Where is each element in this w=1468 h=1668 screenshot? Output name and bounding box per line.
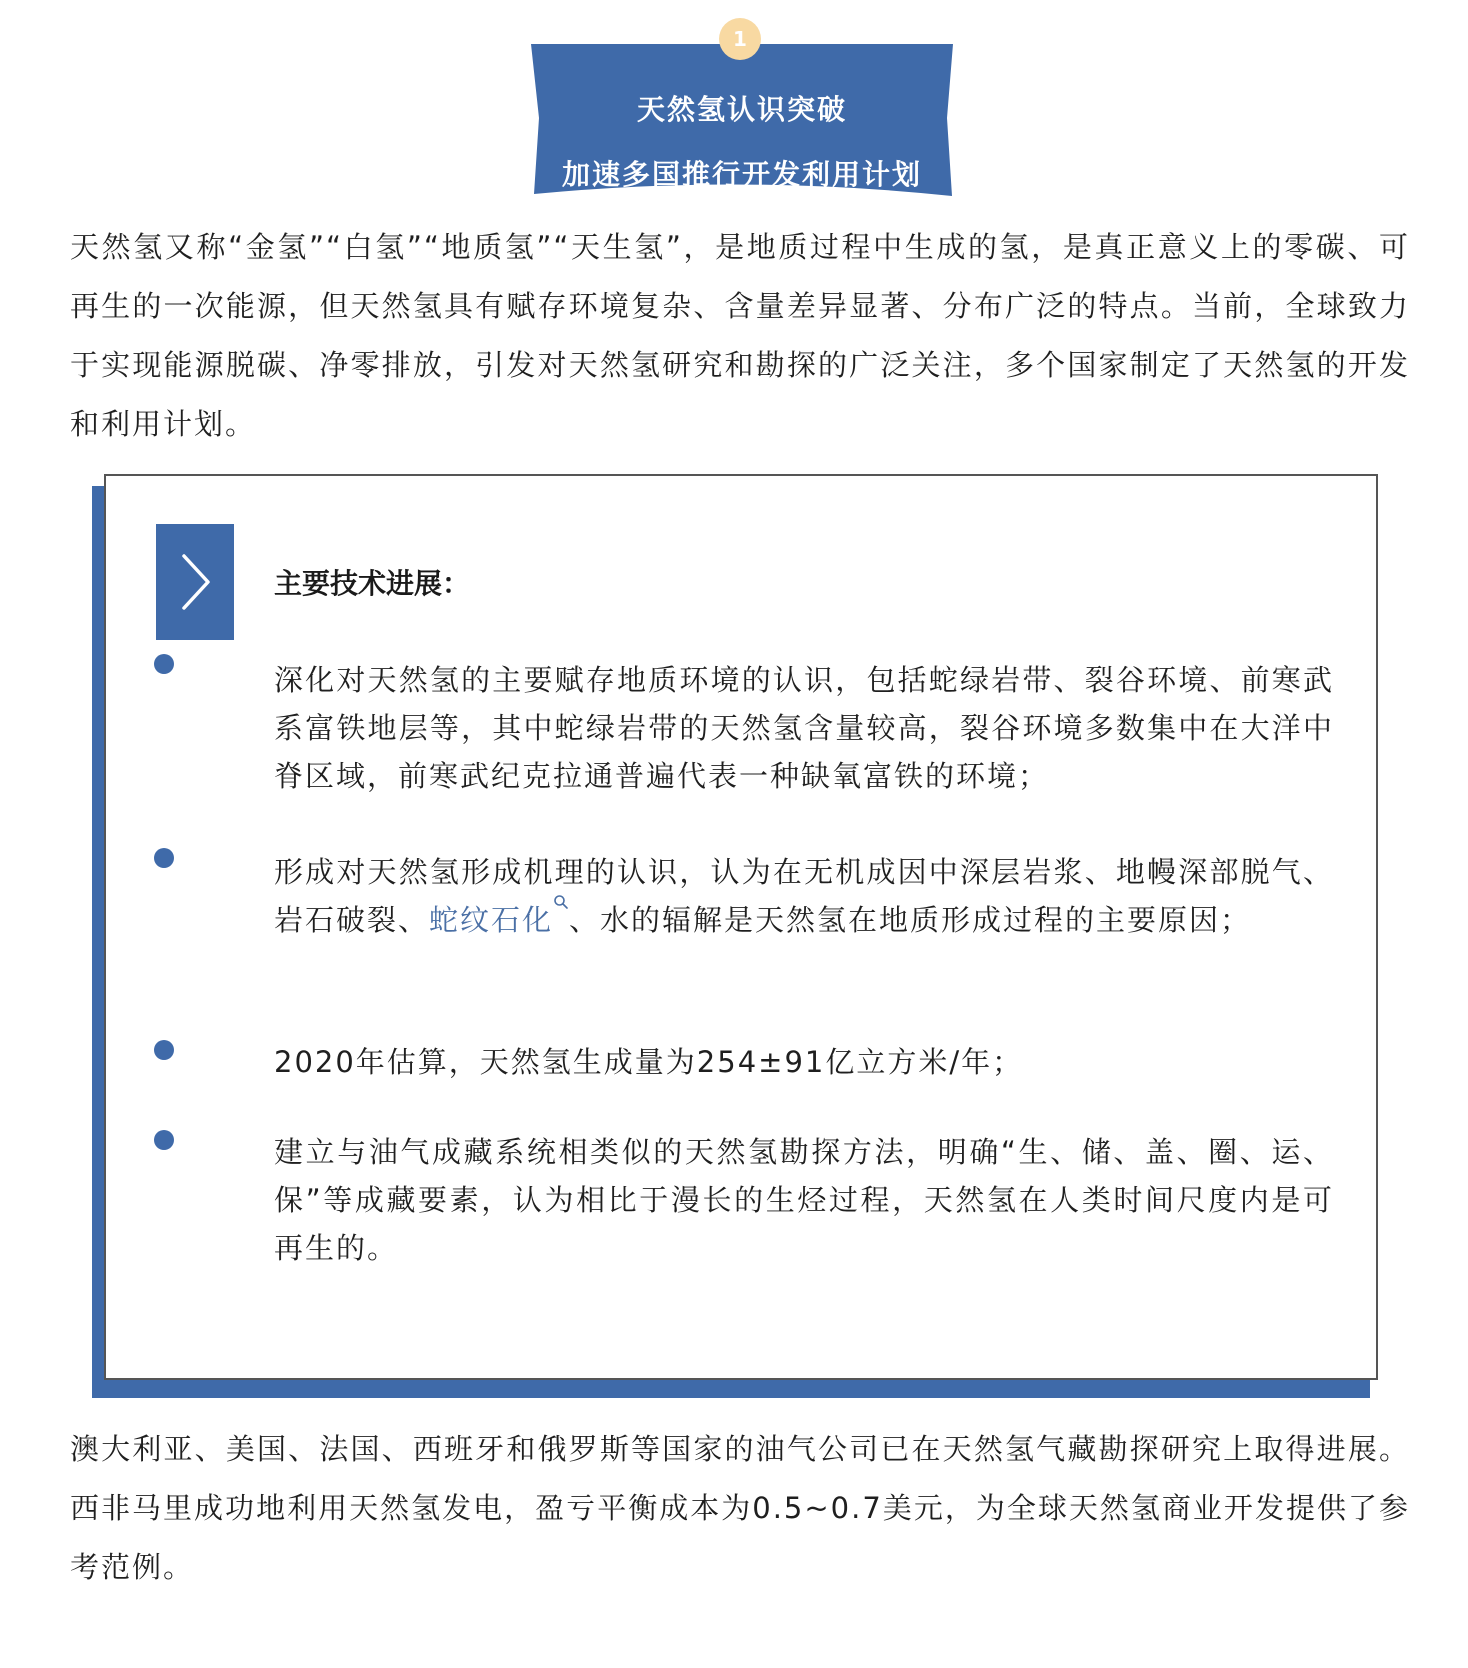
serpentinization-link[interactable] bbox=[429, 903, 569, 937]
tech-progress-card bbox=[104, 474, 1378, 1380]
search-icon bbox=[553, 894, 569, 912]
serpentinization-link-label: 蛇纹石化 bbox=[429, 903, 554, 937]
section-title-line2: 加速多国推行开发利用计划 bbox=[561, 158, 922, 191]
section-header bbox=[531, 18, 953, 208]
bullet-item-3: 2020年估算，天然氢生成量为254±91亿立方米/年； bbox=[274, 1045, 1024, 1079]
section-title-line1: 天然氢认识突破 bbox=[636, 93, 847, 126]
bullet-dot bbox=[154, 1040, 174, 1060]
chevron-right-icon bbox=[156, 524, 234, 640]
bullet-dot bbox=[154, 848, 174, 868]
bullet-dot bbox=[154, 1130, 174, 1150]
bullet-item-2-text-after: 、水的辐解是天然氢在地质形成过程的主要原因； bbox=[569, 903, 1252, 937]
bullet-item-2-text-before: 形成对天然氢形成机理的认识，认为在无机成因中深层岩浆、地幔深部脱气、岩石破裂、 bbox=[274, 855, 1334, 937]
bullet-item-4: 建立与油气成藏系统相类似的天然氢勘探方法，明确“生、储、盖、圈、运、保”等成藏要素，认为相比于漫长的生烃过程，天然氢在人类时间尺度内是可再生的。 bbox=[274, 1135, 1334, 1265]
bullet-item-1: 深化对天然氢的主要赋存地质环境的认识，包括蛇绿岩带、裂谷环境、前寒武系富铁地层等，其中蛇绿岩带的天然氢含量较高，裂谷环境多数集中在大洋中脊区域，前寒武纪克拉通普遍代表一种缺氧富铁的环境； bbox=[274, 663, 1334, 793]
intro-paragraph: 天然氢又称“金氢”“白氢”“地质氢”“天生氢”，是地质过程中生成的氢，是真正意义上的零碳、可再生的一次能源，但天然氢具有赋存环境复杂、含量差异显著、分布广泛的特点。当前，全球致力于实现能源脱碳、净零排放，引发对天然氢研究和勘探的广泛关注，多个国家制定了天然氢的开发和利用计划。 bbox=[70, 230, 1410, 441]
section-number-badge: 1 bbox=[719, 18, 761, 60]
bullet-item-2 bbox=[274, 848, 1334, 944]
bullet-dot bbox=[154, 654, 174, 674]
closing-paragraph: 澳大利亚、美国、法国、西班牙和俄罗斯等国家的油气公司已在天然氢气藏勘探研究上取得进展。西非马里成功地利用天然氢发电，盈亏平衡成本为0.5~0.7美元，为全球天然氢商业开发提供了参考范例。 bbox=[70, 1432, 1410, 1584]
card-heading: 主要技术进展： bbox=[274, 567, 471, 600]
